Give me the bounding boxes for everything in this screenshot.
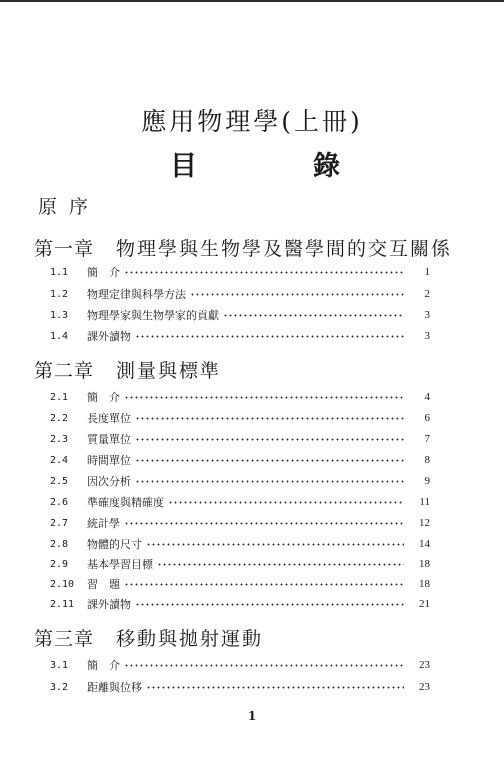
section-title: 課外讀物 — [87, 330, 131, 343]
toc-entry[interactable] — [50, 329, 430, 343]
section-number: 3.2 — [50, 681, 69, 693]
toc-entry[interactable] — [50, 680, 430, 694]
toc-heading — [170, 144, 340, 183]
dot-leader — [146, 543, 404, 546]
chapter-label: 第三章 — [34, 628, 95, 650]
section-title: 課外讀物 — [87, 598, 131, 611]
page-number: 2 — [424, 288, 430, 300]
chapter-1-heading[interactable] — [34, 234, 452, 261]
page-number: 3 — [424, 330, 430, 342]
dot-leader — [146, 686, 404, 689]
page-number: 23 — [419, 659, 430, 671]
dot-leader — [223, 314, 404, 317]
page-number: 8 — [424, 454, 430, 466]
dot-leader — [124, 583, 404, 586]
section-number: 2.5 — [50, 475, 69, 487]
toc-entry[interactable] — [50, 453, 430, 467]
dot-leader — [124, 396, 404, 399]
section-number: 2.4 — [50, 454, 69, 466]
page-number: 14 — [419, 538, 430, 550]
section-title: 長度單位 — [87, 412, 131, 425]
page-number: 9 — [424, 475, 430, 487]
section-title: 距離與位移 — [87, 681, 142, 694]
chapter-title: 移動與拋射運動 — [116, 628, 264, 650]
page-number: 7 — [424, 433, 430, 445]
dot-leader — [124, 522, 404, 525]
section-title: 質量單位 — [87, 433, 131, 446]
dot-leader — [135, 438, 404, 441]
chapter-label: 第一章 — [34, 238, 95, 260]
section-number: 2.9 — [50, 558, 69, 570]
section-number: 2.11 — [50, 598, 75, 610]
page-number: 4 — [424, 391, 430, 403]
toc-entry[interactable] — [50, 658, 430, 672]
toc-entry[interactable] — [50, 308, 430, 322]
section-number: 2.7 — [50, 517, 69, 529]
dot-leader — [124, 664, 404, 667]
dot-leader — [135, 335, 404, 338]
toc-entry[interactable] — [50, 495, 430, 509]
section-title: 簡 介 — [87, 659, 120, 672]
toc-entry[interactable] — [50, 577, 430, 591]
section-number: 2.6 — [50, 496, 69, 508]
toc-entry[interactable] — [50, 265, 430, 279]
page-number: 3 — [424, 309, 430, 321]
section-title: 習 題 — [87, 578, 120, 591]
page-footer-number: 1 — [247, 709, 257, 723]
page-number: 12 — [419, 517, 430, 529]
section-number: 2.8 — [50, 538, 69, 550]
toc-entry[interactable] — [50, 287, 430, 301]
dot-leader — [190, 293, 404, 296]
section-title: 物體的尺寸 — [87, 538, 142, 551]
dot-leader — [157, 563, 404, 566]
section-title: 準確度與精確度 — [87, 496, 164, 509]
section-number: 2.10 — [50, 578, 75, 590]
chapter-label: 第二章 — [34, 360, 95, 382]
dot-leader — [124, 271, 404, 274]
section-title: 基本學習目標 — [87, 558, 153, 571]
toc-heading-left: 目 — [170, 151, 197, 182]
dot-leader — [135, 459, 404, 462]
section-title: 時間單位 — [87, 454, 131, 467]
dot-leader — [168, 501, 404, 504]
toc-entry[interactable] — [50, 474, 430, 488]
dot-leader — [135, 603, 404, 606]
dot-leader — [135, 480, 404, 483]
page-number: 18 — [419, 558, 430, 570]
section-title: 簡 介 — [87, 266, 120, 279]
section-number: 1.2 — [50, 288, 69, 300]
page-number: 11 — [419, 496, 430, 508]
chapter-2-heading[interactable] — [34, 356, 221, 383]
preface-entry[interactable]: 原序 — [38, 196, 101, 218]
page-number: 21 — [419, 598, 430, 610]
top-border-line — [0, 0, 504, 2]
section-title: 物理定律與科學方法 — [87, 288, 186, 301]
chapter-title: 測量與標準 — [116, 360, 222, 382]
toc-entry[interactable] — [50, 432, 430, 446]
section-number: 1.4 — [50, 330, 69, 342]
toc-entry[interactable] — [50, 390, 430, 404]
chapter-title: 物理學與生物學及醫學間的交互關係 — [116, 238, 453, 260]
page-number: 18 — [419, 578, 430, 590]
section-number: 1.3 — [50, 309, 69, 321]
section-number: 2.3 — [50, 433, 69, 445]
section-title: 物理學家與生物學家的貢獻 — [87, 309, 219, 322]
toc-heading-right: 錄 — [313, 151, 340, 182]
toc-entry[interactable] — [50, 597, 430, 611]
section-title: 統計學 — [87, 517, 120, 530]
section-number: 2.2 — [50, 412, 69, 424]
section-title: 因次分析 — [87, 475, 131, 488]
toc-entry[interactable] — [50, 537, 430, 551]
page-number: 23 — [419, 681, 430, 693]
book-title: 應用物理學(上冊) — [141, 107, 363, 136]
page-number: 1 — [424, 266, 430, 278]
dot-leader — [135, 417, 404, 420]
toc-entry[interactable] — [50, 411, 430, 425]
toc-entry[interactable] — [50, 557, 430, 571]
page-number: 6 — [424, 412, 430, 424]
section-title: 簡 介 — [87, 391, 120, 404]
section-number: 3.1 — [50, 659, 69, 671]
chapter-3-heading[interactable] — [34, 624, 263, 651]
section-number: 2.1 — [50, 391, 69, 403]
section-number: 1.1 — [50, 266, 69, 278]
toc-entry[interactable] — [50, 516, 430, 530]
